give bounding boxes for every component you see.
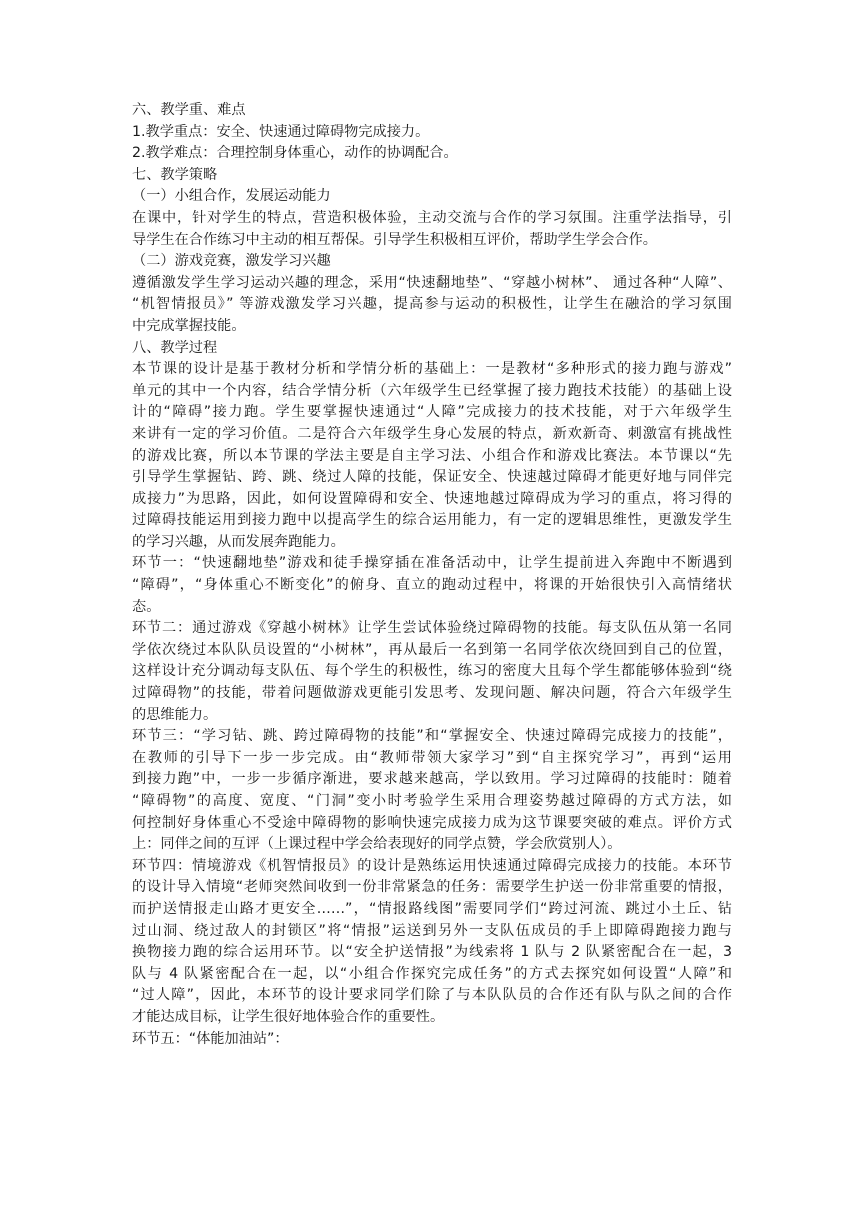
text-line: （二）游戏竞赛，激发学习兴趣 bbox=[132, 253, 331, 270]
text-line: 七、教学策略 bbox=[132, 166, 218, 183]
text-line: 换物接力跑的综合运用环节。以“安全护送情报”为线索将 1 队与 2 队紧密配合在一起，3 bbox=[132, 944, 732, 961]
text-line: 环节三：“学习钻、跳、跨过障碍物的技能”和“掌握安全、快速过障碍完成接力的技能”， bbox=[132, 728, 732, 745]
text-line: 到接力跑”中，一步一步循序渐进，要求越来越高，学以致用。学习过障碍的技能时：随着 bbox=[132, 771, 732, 788]
text-line: 导学生在合作练习中主动的相互帮保。引导学生积极相互评价，帮助学生学会合作。 bbox=[132, 231, 657, 248]
document-body bbox=[132, 100, 732, 1050]
text-line: 过障碍技能运用到接力跑中以提高学生的综合运用能力，有一定的逻辑思维性，更激发学生 bbox=[132, 512, 732, 529]
text-line: 1.教学重点：安全、快速通过障碍物完成接力。 bbox=[132, 123, 430, 140]
text-line: 的游戏比赛，所以本节课的学法主要是自主学习法、小组合作和游戏比赛法。本节课以“先 bbox=[132, 447, 732, 464]
text-line: 过障碍物”的技能，带着问题做游戏更能引发思考、发现问题、解决问题，符合六年级学生 bbox=[132, 685, 732, 702]
text-line: 过山洞、绕过敌人的封锁区”将“情报”运送到另外一支队伍成员的手上即障碍跑接力跑与 bbox=[132, 922, 732, 939]
text-line: 的设计导入情境“老师突然间收到一份非常紧急的任务：需要学生护送一份非常重要的情报， bbox=[132, 879, 732, 896]
text-line: 中完成掌握技能。 bbox=[132, 317, 246, 334]
text-line: 这样设计充分调动每支队伍、每个学生的积极性，练习的密度大且每个学生都能够体验到“绕 bbox=[132, 663, 732, 680]
text-line: 八、教学过程 bbox=[132, 339, 218, 356]
text-line: 何控制好身体重心不受途中障碍物的影响快速完成接力成为这节课要突破的难点。评价方式 bbox=[132, 814, 732, 831]
text-line: 上：同伴之间的互评（上课过程中学会给表现好的同学点赞，学会欣赏别人）。 bbox=[132, 836, 622, 853]
text-line: 环节二：通过游戏《穿越小树林》让学生尝试体验绕过障碍物的技能。每支队伍从第一名同 bbox=[132, 620, 732, 637]
text-line: （一）小组合作，发展运动能力 bbox=[132, 188, 331, 205]
text-line: 学依次绕过本队队员设置的“小树林”，再从最后一名到第一名同学依次绕回到自己的位置， bbox=[132, 641, 732, 658]
text-line: 的学习兴趣，从而发展奔跑能力。 bbox=[132, 533, 345, 550]
text-line: 环节五：“体能加油站”： bbox=[132, 1030, 289, 1047]
text-line: “障碍物”的高度、宽度、“门洞”变小时考验学生采用合理姿势越过障碍的方式方法，如 bbox=[132, 793, 732, 809]
text-line: 单元的其中一个内容，结合学情分析（六年级学生已经掌握了接力跑技术技能）的基础上设 bbox=[132, 382, 732, 399]
text-line: 环节一：“快速翻地垫”游戏和徒手操穿插在准备活动中，让学生提前进入奔跑中不断遇到 bbox=[132, 555, 732, 572]
text-line: 态。 bbox=[132, 598, 161, 615]
text-line: 在教师的引导下一步一步完成。由“教师带领大家学习”到“自主探究学习”，再到“运用 bbox=[132, 749, 732, 766]
text-line: 环节四：情境游戏《机智情报员》的设计是熟练运用快速通过障碍完成接力的技能。本环节 bbox=[132, 857, 732, 874]
text-line: 2.教学难点：合理控制身体重心，动作的协调配合。 bbox=[132, 145, 458, 162]
text-line: “过人障”，因此，本环节的设计要求同学们除了与本队队员的合作还有队与队之间的合作 bbox=[132, 987, 732, 1004]
text-line: 引导学生掌握钻、跨、跳、绕过人障的技能，保证安全、快速越过障碍才能更好地与同伴完 bbox=[132, 469, 732, 486]
text-line: 在课中，针对学生的特点，营造积极体验，主动交流与合作的学习氛围。注重学法指导，引 bbox=[132, 209, 732, 226]
text-line: 而护送情报走山路才更安全……”，“情报路线图”需要同学们“跨过河流、跳过小土丘、钻 bbox=[132, 900, 732, 917]
text-line: “障碍”，“身体重心不断变化”的俯身、直立的跑动过程中，将课的开始很快引入高情绪状 bbox=[132, 577, 732, 594]
text-line: 队与 4 队紧密配合在一起，以“小组合作探究完成任务”的方式去探究如何设置“人障”和 bbox=[132, 965, 732, 982]
text-line: 六、教学重、难点 bbox=[132, 102, 246, 118]
text-line: 本节课的设计是基于教材分析和学情分析的基础上：一是教材“多种形式的接力跑与游戏” bbox=[132, 361, 732, 378]
text-line: 来讲有一定的学习价值。二是符合六年级学生身心发展的特点，新欢新奇、刺激富有挑战性 bbox=[132, 425, 732, 442]
text-line: 遵循激发学生学习运动兴趣的理念，采用“快速翻地垫”、“穿越小树林”、 通过各种“人障”、 bbox=[132, 274, 732, 291]
text-line: 计的“障碍”接力跑。学生要掌握快速通过“人障”完成接力的技术技能，对于六年级学生 bbox=[132, 404, 732, 421]
text-line: 才能达成目标，让学生很好地体验合作的重要性。 bbox=[132, 1008, 445, 1025]
text-line: “机智情报员》” 等游戏激发学习兴趣，提高参与运动的积极性，让学生在融洽的学习氛围 bbox=[132, 296, 732, 313]
text-line: 的思维能力。 bbox=[132, 706, 218, 723]
text-line: 成接力”为思路，因此，如何设置障碍和安全、快速地越过障碍成为学习的重点，将习得的 bbox=[132, 490, 732, 507]
